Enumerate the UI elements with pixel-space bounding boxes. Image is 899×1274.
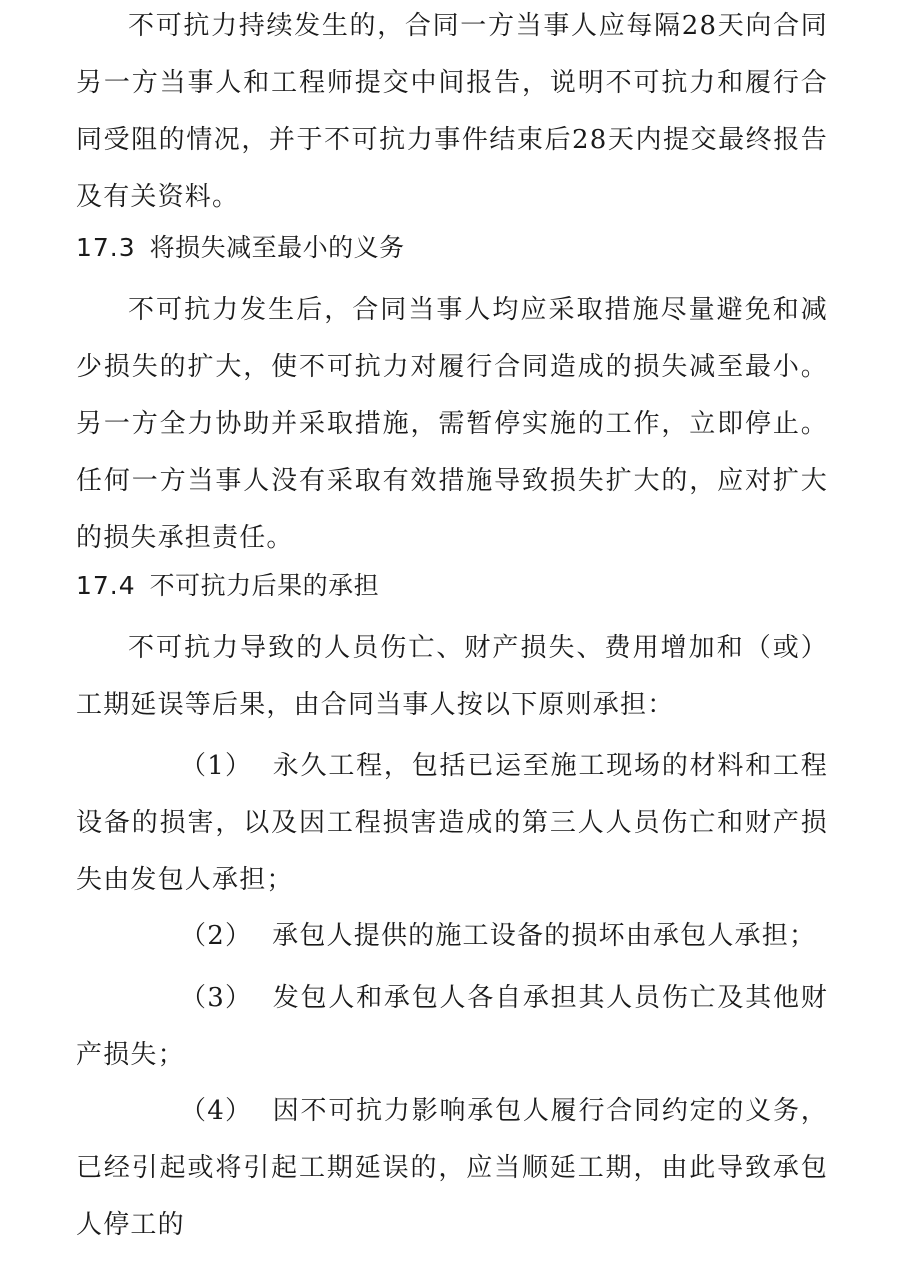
paragraph-mitigation-duty: 不可抗力发生后，合同当事人均应采取措施尽量避免和减少损失的扩大，使不可抗力对履行合同造成的损失减至最小。另一方全力协助并采取措施，需暂停实施的工作，立即停止。任何一方当事人没有采取有效措施导致损失扩大的，应对扩大的损失承担责任。 <box>76 295 828 553</box>
list-item-marker: （2） <box>180 921 253 951</box>
list-item-2 <box>76 908 828 965</box>
section-heading-17-3 <box>76 228 405 268</box>
list-item-text: 永久工程，包括已运至施工现场的材料和工程设备的损害，以及因工程损害造成的第三人人员伤亡和财产损失由发包人承担； <box>76 751 828 895</box>
paragraph-consequences-intro: 不可抗力导致的人员伤亡、财产损失、费用增加和（或）工期延误等后果，由合同当事人按以下原则承担： <box>76 633 828 720</box>
list-item-text: 因不可抗力影响承包人履行合同约定的义务，已经引起或将引起工期延误的，应当顺延工期，由此导致承包人停工的 <box>76 1096 828 1240</box>
section-title: 将损失减至最小的义务 <box>149 233 405 262</box>
paragraph-progress-report: 不可抗力持续发生的，合同一方当事人应每隔28天向合同另一方当事人和工程师提交中间报告，说明不可抗力和履行合同受阻的情况，并于不可抗力事件结束后28天内提交最终报告及有关资料。 <box>76 11 828 212</box>
section-title: 不可抗力后果的承担 <box>149 571 380 600</box>
list-item-3 <box>76 970 828 1084</box>
list-item-marker: （1） <box>180 751 253 781</box>
section-number: 17.3 <box>76 233 136 262</box>
section-heading-17-4 <box>76 566 379 606</box>
list-item-1 <box>76 738 828 909</box>
list-item-text: 发包人和承包人各自承担其人员伤亡及其他财产损失； <box>76 983 828 1070</box>
list-item-marker: （3） <box>180 983 253 1013</box>
list-item-4 <box>76 1083 828 1254</box>
list-item-marker: （4） <box>180 1096 253 1126</box>
list-item-text: 承包人提供的施工设备的损坏由承包人承担； <box>272 921 817 951</box>
section-number: 17.4 <box>76 571 136 600</box>
